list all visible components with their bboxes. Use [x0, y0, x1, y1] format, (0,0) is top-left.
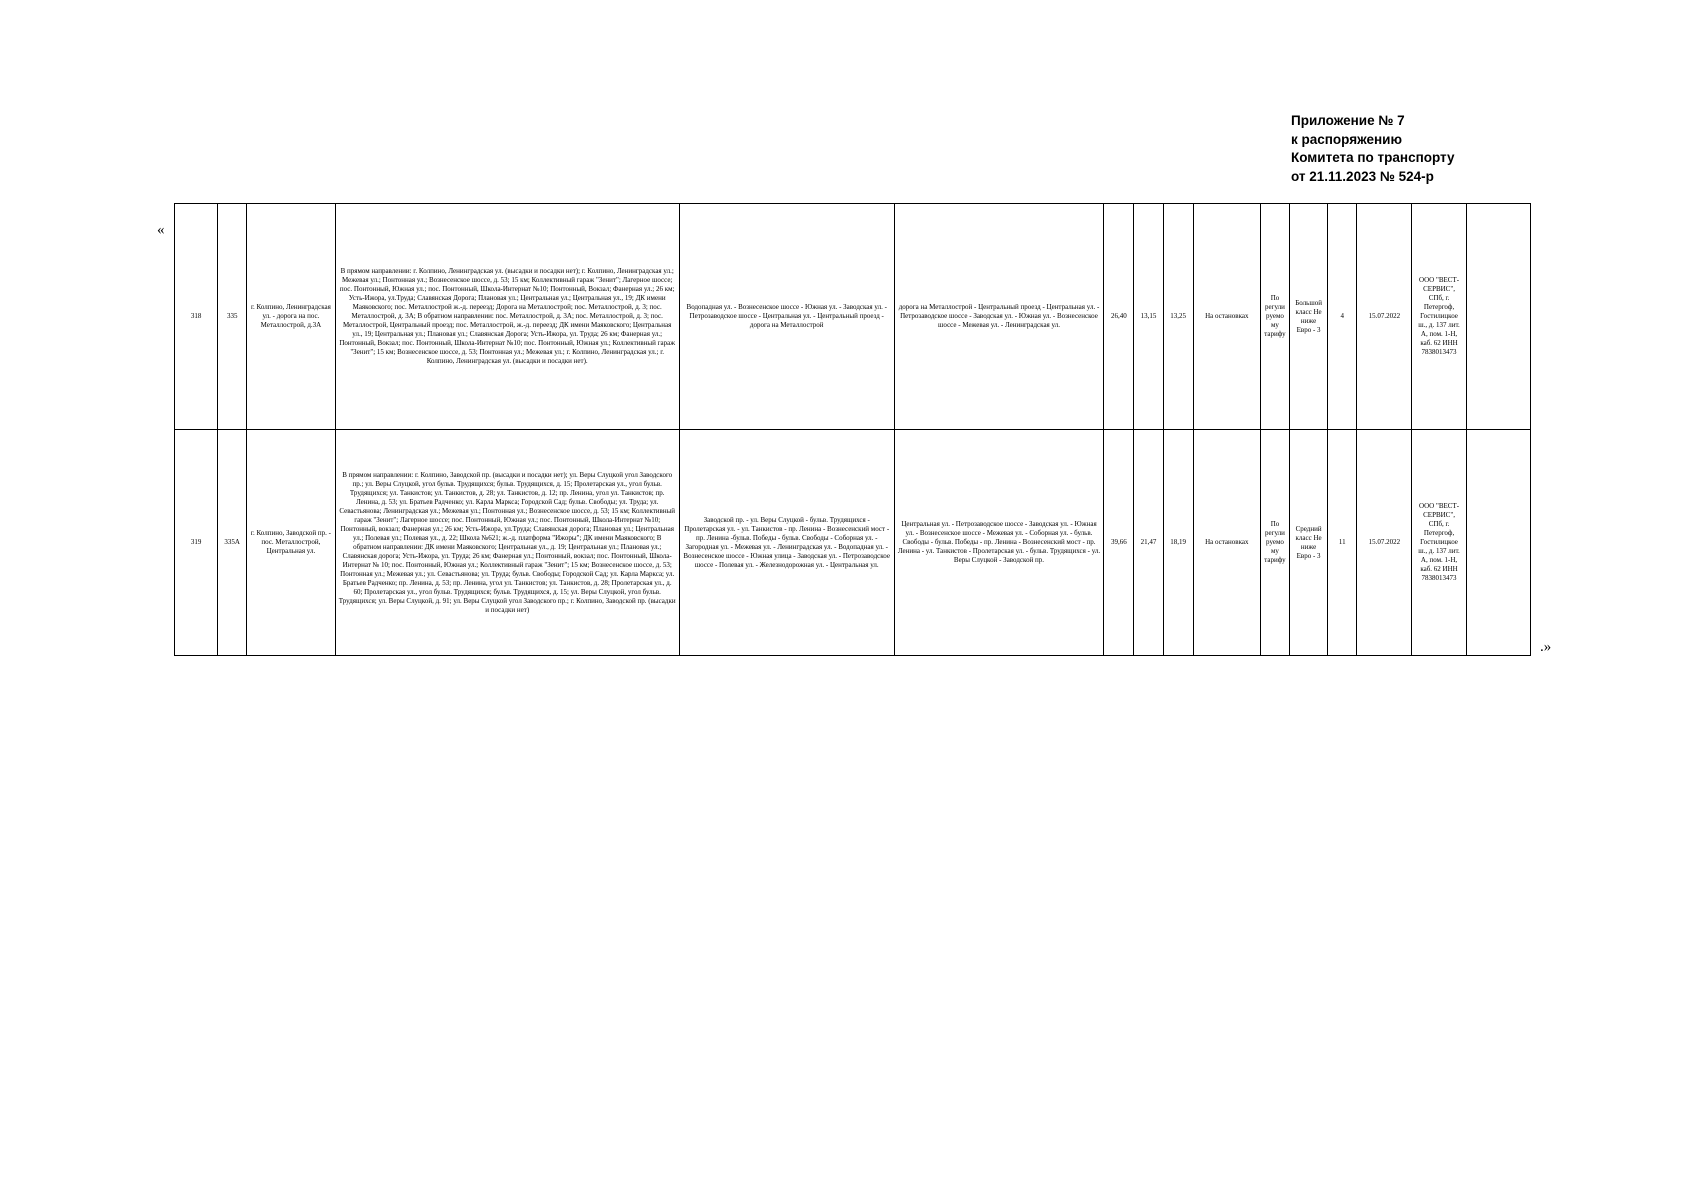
start-date: 15.07.2022 — [1357, 204, 1412, 430]
routes-table — [174, 203, 1531, 656]
route-stops: В прямом направлении: г. Колпино, Заводской пр. (высадки и посадки нет); ул. Веры Слуцкой угол Заводского пр.; ул. Веры Слуцкой, угол бульв. Трудящихся; бульв. Трудящихся, д. 15; Пролетарская ул., угол бульв. Трудящихся; ул. Танкистов; ул. Танкистов, д. 28; ул. Танкистов, д. 12; пр. Ленина, угол ул. Танкистов; пр. Ленина, д. 53; ул. Братьев Радченко; ул. Карла Маркса; Городской Сад; бульв. Свободы; ул. Труда; ул. Севастьянова; Ленинградская ул.; Межевая ул.; Понтонная ул.; Вознесенское шоссе, д. 53; 15 км; Коллективный гараж "Зенит"; Лагерное шоссе; пос. Понтонный, Южная ул.; пос. Понтонный, Школа-Интернат №10; Понтонный, вокзал; Фанерная ул.; 26 км; Усть-Ижора, ул.Труда; Славянская дорога; Плановая ул.; Центральная ул.; Полевая ул.; Полевая ул., д. 22; Школа №621; ж.-д. платформа "Ижоры"; ДК имени Маяковского; В обратном направлении: ДК имени Маяковского; Центральная ул., д. 19; Центральная ул.; Плановая ул.; Славянская дорога; Усть-Ижора, ул. Труда; 26 км; Фанерная ул.; Понтонный, вокзал; пос. Понтонный, Школа-Интернат № 10; пос. Понтонный, Южная ул.; Коллективный гараж "Зенит"; 15 км; Вознесенское шоссе, д. 53; Понтонная ул.; Межевая ул.; ул. Севастьянова; ул. Труда; бульв. Свободы; Городской Сад; ул. Карла Маркса; ул. Братьев Радченко; пр. Ленина, д. 53; пр. Ленина, угол ул. Танкистов; ул. Танкистов, д. 28; Пролетарская ул., д. 60; Пролетарская ул., угол бульв. Трудящихся; бульв. Трудящихся, д. 15; ул. Веры Слуцкой, угол бульв. Трудящихся; ул. Веры Слуцкой, д. 91; ул. Веры Слуцкой угол Заводского пр.; г. Колпино, Заводской пр. (высадки и посадки нет) — [335, 430, 679, 656]
carrier-info: ООО "ВЕСТ-СЕРВИС", СПб, г. Петергоф, Гостилицкое ш., д. 137 лит. А, пом. 1-Н, каб. 62 ИНН 7838013473 — [1412, 204, 1466, 430]
vehicle-class: Средний класс Не ниже Евро - 3 — [1290, 430, 1328, 656]
empty-cell — [1466, 204, 1530, 430]
route-backward-streets: Центральная ул. - Петрозаводское шоссе - Заводская ул. - Южная ул. - Вознесенское шоссе - Межевая ул. - Соборная ул. - бульв. Свободы - бульв. Победы - пр. Ленина - Вознесенский мост - пр. Ленина - ул. Танкистов - Пролетарская ул. - бульв. Трудящихся - ул. Веры Слуцкой - Заводской пр. — [894, 430, 1104, 656]
route-stops: В прямом направлении: г. Колпино, Ленинградская ул. (высадки и посадки нет); г. Колпино, Ленинградская ул.; Межевая ул.; Понтонная ул.; Вознесенское шоссе, д. 53; 15 км; Коллективный гараж "Зенит"; Лагерное шоссе; пос. Понтонный, Южная ул.; пос. Понтонный, Школа-Интернат №10; Понтонный, Вокзал; Фанерная ул.; 26 км; Усть-Ижора, ул.Труда; Славянская Дорога; Плановая ул.; Центральная ул.; Центральная ул., 19; ДК имени Маяковского; пос. Металлострой ж.-д. переезд; Дорога на Металлострой; пос. Металлострой, д. 3; пос. Металлострой, д. 3А; В обратном направлении: пос. Металлострой, д. 3А; пос. Металлострой, д. 3; пос. Металлострой, Центральный проезд; пос. Металлострой, ж.-д. переезд; ДК имени Маяковского; Центральная ул., 19; Центральная ул.; Плановая ул.; Славянская Дорога; Усть-Ижора, ул. Труда; 26 км; Фанерная ул.; Понтонный, Вокзал; пос. Понтонный, Школа-Интернат №10; пос. Понтонный, Южная ул.; Коллективный гараж "Зенит"; 15 км; Вознесенское шоссе, д. 53; Понтонная ул.; Межевая ул.; г. Колпино, Ленинградская ул.; г. Колпино, Ленинградская ул. (высадки и посадки нет). — [335, 204, 679, 430]
appendix-header — [1291, 112, 1455, 186]
appendix-line-4: от 21.11.2023 № 524-р — [1291, 168, 1434, 184]
route-forward-streets: Заводской пр. - ул. Веры Слуцкой - бульв. Трудящихся - Пролетарская ул. - ул. Танкистов - пр. Ленина - Вознесенский мост - пр. Ленина -бульв. Победы - бульв. Свободы - Соборная ул. - Загородная ул. - Межевая ул. - Ленинградская ул. - Водопадная ул. - Вознесенское шоссе - Южная улица - Заводская ул. - Петрозаводское шоссе - Полевая ул. - Железнодорожная ул. - Центральная ул. — [679, 430, 894, 656]
empty-cell — [1466, 430, 1530, 656]
appendix-line-1: Приложение № 7 — [1291, 113, 1405, 128]
route-number: 335 — [218, 204, 247, 430]
route-length-forward: 13,15 — [1134, 204, 1163, 430]
carrier-info: ООО "ВЕСТ-СЕРВИС", СПб, г. Петергоф, Гостилицкое ш., д. 137 лит. А, пом. 1-Н, каб. 62 ИНН 7838013473 — [1412, 430, 1466, 656]
route-forward-streets: Водопадная ул. - Вознесенское шоссе - Южная ул. - Заводская ул. - Петрозаводское шоссе - Центральная ул. - Центральный проезд - дорога на Металлострой — [679, 204, 894, 430]
table-row — [175, 430, 1531, 656]
appendix-line-2: к распоряжению — [1291, 131, 1402, 147]
table-row — [175, 204, 1531, 430]
route-number: 335А — [218, 430, 247, 656]
start-date: 15.07.2022 — [1357, 430, 1412, 656]
row-number: 318 — [175, 204, 218, 430]
route-length-backward: 18,19 — [1163, 430, 1193, 656]
route-name: г. Колпино, Заводской пр. - пос. Металлострой, Центральная ул. — [247, 430, 335, 656]
appendix-line-3: Комитета по транспорту — [1291, 150, 1455, 165]
closing-quote: .» — [1540, 639, 1552, 655]
vehicle-count: 11 — [1328, 430, 1357, 656]
route-length-backward: 13,25 — [1163, 204, 1193, 430]
opening-quote: « — [157, 222, 165, 238]
vehicle-count: 4 — [1328, 204, 1357, 430]
route-length-total: 39,66 — [1104, 430, 1134, 656]
tariff-type: По регулируемому тарифу — [1260, 204, 1289, 430]
row-number: 319 — [175, 430, 218, 656]
vehicle-class: Большой класс Не ниже Евро - 3 — [1290, 204, 1328, 430]
boarding-order: На остановках — [1193, 430, 1260, 656]
route-length-total: 26,40 — [1104, 204, 1134, 430]
tariff-type: По регулируемому тарифу — [1260, 430, 1289, 656]
route-backward-streets: дорога на Металлострой - Центральный проезд - Центральная ул. - Петрозаводское шоссе - Заводская ул. - Южная ул. - Вознесенское шоссе - Межевая ул. - Ленинградская ул. — [894, 204, 1104, 430]
route-length-forward: 21,47 — [1134, 430, 1163, 656]
route-name: г. Колпино, Ленинградская ул. - дорога на пос. Металлострой, д.3А — [247, 204, 335, 430]
boarding-order: На остановках — [1193, 204, 1260, 430]
